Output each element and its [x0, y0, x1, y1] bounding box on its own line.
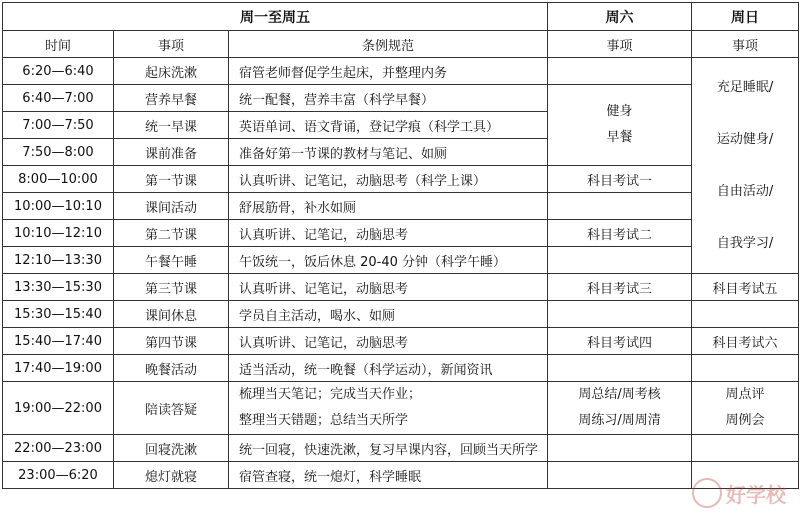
rule-cell: 准备好第一节课的教材与笔记、如厕 — [229, 139, 548, 166]
table-row — [3, 247, 799, 274]
time-cell: 19:00—22:00 — [3, 382, 114, 435]
sat-breakfast-line-1: 健身 — [606, 104, 633, 119]
item-cell: 晚餐活动 — [114, 355, 229, 382]
item-cell: 统一早课 — [114, 112, 229, 139]
rule-cell: 统一配餐，营养丰富（科学早餐） — [229, 85, 548, 112]
table-row — [3, 193, 799, 220]
sun-evening-cell — [692, 382, 799, 435]
time-cell: 17:40—19:00 — [3, 355, 114, 382]
sat-evening-cell — [548, 382, 692, 435]
rule-cell: 认真听讲、记笔记，动脑思考 — [229, 220, 548, 247]
col-sun-item: 事项 — [692, 31, 799, 58]
rule-cell: 英语单词、语文背诵，登记学痕（科学工具） — [229, 112, 548, 139]
time-cell: 10:00—10:10 — [3, 193, 114, 220]
sat-exam2-cell: 科目考试二 — [548, 220, 692, 247]
watermark-logo — [692, 478, 786, 508]
rule-cell: 午饭统一，饭后休息 20-40 分钟（科学午睡） — [229, 247, 548, 274]
rule-line-1: 梳理当天笔记；完成当天作业； — [239, 387, 422, 402]
sun-empty-cell — [692, 355, 799, 382]
item-cell: 午餐午睡 — [114, 247, 229, 274]
item-cell: 课间活动 — [114, 193, 229, 220]
sat-empty-cell — [548, 301, 692, 328]
sun-evening-line-1: 周点评 — [725, 387, 765, 402]
time-cell: 7:50—8:00 — [3, 139, 114, 166]
sat-breakfast-cell — [548, 85, 692, 166]
col-rules: 条例规范 — [229, 31, 548, 58]
time-cell: 12:10—13:30 — [3, 247, 114, 274]
sun-line-3: 自由活动/ — [716, 183, 774, 199]
rule-cell: 认真听讲、记笔记，动脑思考（科学上课） — [229, 166, 548, 193]
time-cell: 7:00—7:50 — [3, 112, 114, 139]
item-cell: 课前准备 — [114, 139, 229, 166]
item-cell: 起床洗漱 — [114, 58, 229, 85]
item-cell: 营养早餐 — [114, 85, 229, 112]
item-cell: 熄灯就寝 — [114, 462, 229, 489]
sun-empty-cell — [692, 435, 799, 462]
item-cell: 第一节课 — [114, 166, 229, 193]
time-cell: 13:30—15:30 — [3, 274, 114, 301]
sun-empty-cell — [692, 301, 799, 328]
table-row — [3, 220, 799, 247]
rule-cell — [229, 382, 548, 435]
table-row — [3, 462, 799, 489]
rule-cell: 宿管老师督促学生起床，并整理内务 — [229, 58, 548, 85]
sun-line-2: 运动健身/ — [716, 131, 774, 147]
table-row — [3, 435, 799, 462]
sat-empty-cell — [548, 247, 692, 274]
table-row — [3, 301, 799, 328]
time-cell: 15:30—15:40 — [3, 301, 114, 328]
sat-evening-line-1: 周总结/周考核 — [578, 387, 661, 402]
time-cell: 15:40—17:40 — [3, 328, 114, 355]
table-row — [3, 274, 799, 301]
time-cell: 22:00—23:00 — [3, 435, 114, 462]
item-cell: 陪读答疑 — [114, 382, 229, 435]
table-row — [3, 85, 799, 112]
sat-exam3-cell: 科目考试三 — [548, 274, 692, 301]
table-row — [3, 328, 799, 355]
sun-exam5-cell: 科目考试五 — [692, 274, 799, 301]
sat-empty-cell — [548, 193, 692, 220]
rule-cell: 统一回寝，快速洗漱，复习早课内容，回顾当天所学 — [229, 435, 548, 462]
rule-cell: 适当活动，统一晚餐（科学运动），新闻资讯 — [229, 355, 548, 382]
rule-cell: 学员自主活动，喝水、如厕 — [229, 301, 548, 328]
watermark-icon — [692, 478, 722, 508]
sat-breakfast-line-2: 早餐 — [606, 130, 633, 145]
time-cell: 6:20—6:40 — [3, 58, 114, 85]
sun-line-4: 自我学习/ — [716, 235, 774, 251]
item-cell: 第四节课 — [114, 328, 229, 355]
sun-exam6-cell: 科目考试六 — [692, 328, 799, 355]
table-row — [3, 58, 799, 85]
table-row — [3, 355, 799, 382]
header-sunday: 周日 — [692, 3, 799, 31]
item-cell: 回寝洗漱 — [114, 435, 229, 462]
time-cell: 8:00—10:00 — [3, 166, 114, 193]
time-cell: 23:00—6:20 — [3, 462, 114, 489]
sat-empty-cell — [548, 58, 692, 85]
col-item: 事项 — [114, 31, 229, 58]
sat-exam4-cell: 科目考试四 — [548, 328, 692, 355]
schedule-table — [2, 2, 799, 489]
time-cell: 10:10—12:10 — [3, 220, 114, 247]
header-saturday: 周六 — [548, 3, 692, 31]
sun-line-1: 充足睡眠/ — [716, 79, 774, 95]
watermark-text: 好学校 — [726, 482, 786, 507]
header-weekday: 周一至周五 — [3, 3, 548, 31]
sat-empty-cell — [548, 435, 692, 462]
rule-cell: 舒展筋骨，补水如厕 — [229, 193, 548, 220]
col-sat-item: 事项 — [548, 31, 692, 58]
table-row — [3, 382, 799, 435]
rule-line-2: 整理当天错题；总结当天所学 — [239, 413, 409, 428]
item-cell: 第二节课 — [114, 220, 229, 247]
time-cell: 6:40—7:00 — [3, 85, 114, 112]
sun-evening-line-2: 周例会 — [725, 413, 765, 428]
sat-evening-line-2: 周练习/周周清 — [578, 413, 661, 428]
rule-cell: 认真听讲、记笔记，动脑思考 — [229, 328, 548, 355]
col-time: 时间 — [3, 31, 114, 58]
sat-empty-cell — [548, 355, 692, 382]
sat-empty-cell — [548, 462, 692, 489]
sat-exam1-cell: 科目考试一 — [548, 166, 692, 193]
rule-cell: 认真听讲、记笔记，动脑思考 — [229, 274, 548, 301]
rule-cell: 宿管查寝，统一熄灯，科学睡眠 — [229, 462, 548, 489]
table-row — [3, 166, 799, 193]
sun-activities-cell — [692, 58, 799, 274]
item-cell: 课间休息 — [114, 301, 229, 328]
item-cell: 第三节课 — [114, 274, 229, 301]
